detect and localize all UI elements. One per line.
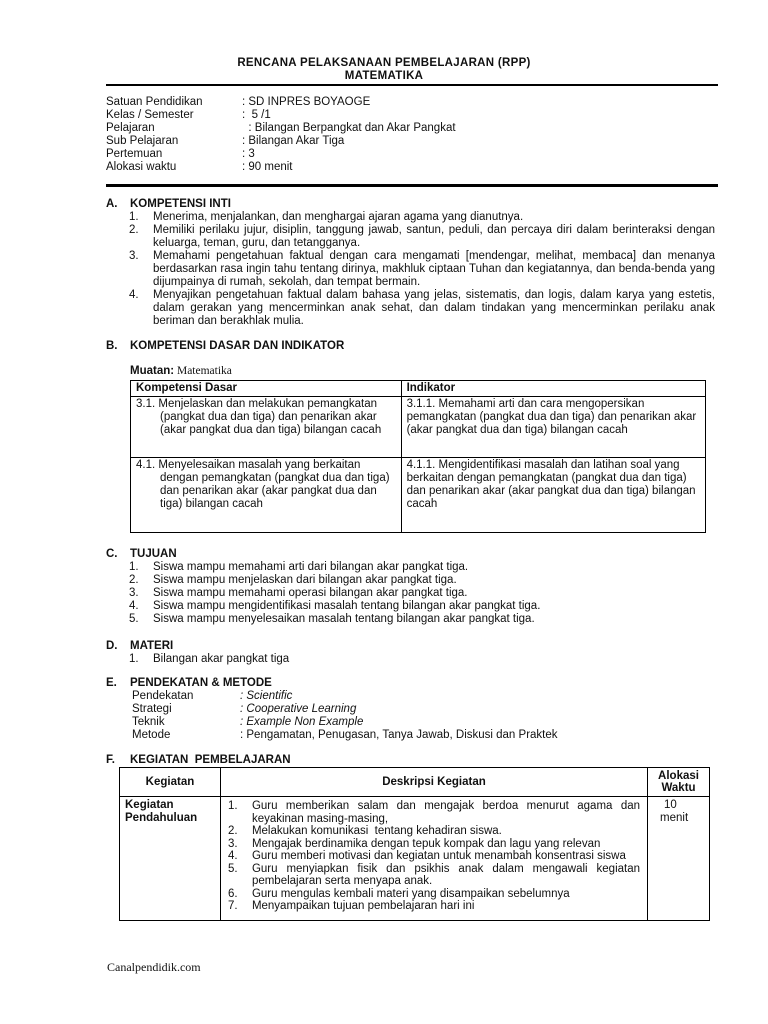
column-header-kegiatan: Kegiatan bbox=[120, 768, 221, 797]
metode-label: Strategi bbox=[132, 703, 172, 715]
metode-label: Pendekatan bbox=[132, 690, 194, 702]
list-item bbox=[129, 250, 715, 289]
muatan-line bbox=[130, 365, 232, 377]
list-item bbox=[129, 289, 715, 328]
section-title: KOMPETENSI INTI bbox=[130, 198, 231, 210]
list-number: 1. bbox=[129, 653, 139, 665]
info-value: : Bilangan Akar Tiga bbox=[242, 135, 345, 147]
info-value: : 90 menit bbox=[242, 161, 293, 173]
kompetensi-dasar-table bbox=[130, 380, 706, 533]
section-letter: F. bbox=[106, 754, 115, 766]
section-letter: D. bbox=[106, 640, 118, 652]
kd-cell bbox=[131, 458, 402, 533]
section-title: PENDEKATAN & METODE bbox=[130, 677, 272, 689]
info-label: Alokasi waktu bbox=[106, 161, 177, 173]
kd-text: 3.1. Menjelaskan dan melakukan pemangkatan (pangkat dua dan tiga) dan penarikan akar (akar pangkat dua dan tiga) bilangan cacah bbox=[136, 398, 382, 436]
list-item bbox=[228, 888, 640, 901]
indikator-text: 4.1.1. Mengidentifikasi masalah dan latihan soal yang berkaitan dengan pemangkatan (pangkat dua dan tiga) dan penarikan akar (akar pangkat dua dan tiga) bilangan cacah bbox=[406, 459, 696, 510]
kegiatan-table bbox=[119, 767, 710, 921]
kompetensi-inti-list bbox=[129, 211, 715, 328]
list-item bbox=[228, 800, 640, 825]
metode-value: : Cooperative Learning bbox=[240, 703, 357, 715]
info-value: : SD INPRES BOYAOGE bbox=[242, 96, 371, 108]
alokasi-header-line: Waktu bbox=[661, 782, 696, 794]
metode-label: Teknik bbox=[132, 716, 165, 728]
list-text: Mengajak berdinamika dengan tepuk kompak dan lagu yang relevan bbox=[251, 837, 601, 850]
section-c-heading bbox=[106, 548, 177, 560]
metode-value: : Scientific bbox=[240, 690, 293, 702]
section-a-heading bbox=[106, 198, 231, 210]
footer-source: Canalpendidik.com bbox=[107, 960, 201, 974]
muatan-label: Muatan: bbox=[130, 365, 175, 377]
list-item bbox=[129, 224, 715, 250]
list-item bbox=[129, 574, 715, 587]
list-text: Guru menyiapkan fisik dan psikhis anak dalam mengawali kegiatan pembelajaran serta menyapa anak. bbox=[251, 862, 641, 887]
kegiatan-cell bbox=[120, 797, 221, 921]
metode-value: : Example Non Example bbox=[240, 716, 364, 728]
kegiatan-name-line: Kegiatan bbox=[125, 799, 174, 811]
info-label: Satuan Pendidikan bbox=[106, 96, 203, 108]
list-item bbox=[228, 900, 640, 913]
list-text: Bilangan akar pangkat tiga bbox=[153, 653, 290, 665]
document-subtitle: MATEMATIKA bbox=[344, 70, 424, 82]
section-title: TUJUAN bbox=[130, 548, 177, 560]
section-b-heading bbox=[106, 340, 344, 352]
header-rule-bottom bbox=[106, 184, 718, 187]
list-text: Memiliki perilaku jujur, disiplin, tanggung jawab, santun, peduli, dan percaya diri dalam berinteraksi dengan keluarga, teman, guru, dan tetangganya. bbox=[153, 224, 715, 249]
info-label: Sub Pelajaran bbox=[106, 135, 179, 147]
table-row bbox=[131, 397, 706, 458]
info-label: Pertemuan bbox=[106, 148, 163, 160]
materi-list bbox=[129, 653, 715, 666]
list-number: 1. bbox=[129, 211, 139, 223]
alokasi-value: 10 bbox=[664, 799, 677, 811]
list-number: 2. bbox=[227, 825, 238, 837]
indikator-cell bbox=[401, 397, 705, 458]
metode-value: : Pengamatan, Penugasan, Tanya Jawab, Diskusi dan Praktek bbox=[240, 729, 558, 741]
list-number: 3. bbox=[129, 250, 139, 262]
metode-label: Metode bbox=[132, 729, 171, 741]
list-text: Siswa mampu menyelesaikan masalah tentang bilangan akar pangkat tiga. bbox=[153, 613, 535, 625]
section-letter: A. bbox=[106, 198, 118, 210]
list-text: Siswa mampu memahami arti dari bilangan akar pangkat tiga. bbox=[153, 561, 469, 573]
list-number: 5. bbox=[227, 862, 238, 875]
table-row bbox=[120, 797, 710, 921]
info-value: : 5 /1 bbox=[242, 109, 271, 121]
column-header-alokasi bbox=[648, 768, 710, 797]
list-text: Guru mengulas kembali materi yang disampaikan sebelumnya bbox=[251, 887, 570, 900]
section-e-heading bbox=[106, 677, 272, 689]
table-header-row bbox=[131, 381, 706, 397]
list-text: Melakukan komunikasi tentang kehadiran siswa. bbox=[251, 825, 502, 837]
alokasi-header-line: Alokasi bbox=[658, 770, 699, 782]
section-title: MATERI bbox=[130, 640, 174, 652]
list-number: 2. bbox=[129, 224, 139, 236]
list-number: 6. bbox=[227, 887, 238, 900]
info-label: Pelajaran bbox=[106, 122, 155, 134]
section-f-heading bbox=[106, 754, 291, 766]
deskripsi-list bbox=[222, 798, 646, 919]
list-number: 2. bbox=[129, 574, 139, 586]
section-title: KEGIATAN PEMBELAJARAN bbox=[130, 754, 291, 766]
list-number: 4. bbox=[129, 289, 139, 301]
list-number: 4. bbox=[227, 850, 238, 862]
list-item bbox=[228, 825, 640, 838]
column-header-deskripsi: Deskripsi Kegiatan bbox=[220, 768, 647, 797]
list-number: 5. bbox=[129, 613, 139, 625]
kd-text: 4.1. Menyelesaikan masalah yang berkaitan dengan pemangkatan (pangkat dua dan tiga) dan penarikan akar (akar pangkat dua dan tiga) bilangan cacah bbox=[136, 459, 390, 510]
list-text: Menerima, menjalankan, dan menghargai ajaran agama yang dianutnya. bbox=[153, 211, 524, 223]
section-letter: C. bbox=[106, 548, 118, 560]
list-item bbox=[129, 587, 715, 600]
list-text: Guru memberikan salam dan mengajak berdoa menurut agama dan keyakinan masing-masing, bbox=[251, 800, 641, 825]
list-number: 7. bbox=[227, 900, 238, 912]
section-letter: E. bbox=[106, 677, 117, 689]
section-d-heading bbox=[106, 640, 173, 652]
list-item bbox=[228, 850, 640, 863]
list-item bbox=[129, 653, 715, 666]
list-number: 4. bbox=[129, 600, 139, 612]
muatan-value: Matematika bbox=[174, 365, 232, 377]
list-item bbox=[129, 561, 715, 574]
list-text: Memahami pengetahuan faktual dengan cara mengamati [mendengar, melihat, membaca] dan menanya berdasarkan rasa ingin tahu tentang dirinya, makhluk ciptaan Tuhan dan kegiatannya, dan benda-benda yang dijumpainya di rumah, sekolah, dan tempat bermain. bbox=[153, 250, 715, 288]
list-text: Siswa mampu mengidentifikasi masalah tentang bilangan akar pangkat tiga. bbox=[153, 600, 541, 612]
alokasi-unit: menit bbox=[660, 811, 689, 824]
indikator-cell bbox=[401, 458, 705, 533]
list-text: Menyajikan pengetahuan faktual dalam bahasa yang jelas, sistematis, dan logis, dalam karya yang estetis, dalam gerakan yang mencerminkan anak sehat, dan dalam tindakan yang mencerminkan perilaku anak beriman dan berakhlak mulia. bbox=[153, 289, 715, 327]
table-header-row bbox=[120, 768, 710, 797]
list-number: 1. bbox=[227, 800, 238, 812]
column-header-kd: Kompetensi Dasar bbox=[131, 381, 402, 397]
indikator-text: 3.1.1. Memahami arti dan cara mengopersikan pemangkatan (pangkat dua dan tiga) dan penarikan akar (akar pangkat dua dan tiga) bilangan cacah bbox=[406, 398, 697, 436]
tujuan-list bbox=[129, 561, 715, 626]
deskripsi-cell bbox=[220, 797, 647, 921]
table-row bbox=[131, 458, 706, 533]
alokasi-cell bbox=[648, 797, 710, 921]
list-text: Guru memberi motivasi dan kegiatan untuk menambah konsentrasi siswa bbox=[251, 850, 626, 862]
list-text: Menyampaikan tujuan pembelajaran hari ini bbox=[251, 900, 475, 912]
info-value: : Bilangan Berpangkat dan Akar Pangkat bbox=[242, 122, 456, 134]
list-number: 3. bbox=[129, 587, 139, 599]
list-item bbox=[228, 863, 640, 888]
list-number: 3. bbox=[227, 837, 238, 850]
header-rule-top bbox=[106, 84, 718, 86]
list-text: Siswa mampu memahami operasi bilangan akar pangkat tiga. bbox=[153, 587, 468, 599]
section-title: KOMPETENSI DASAR DAN INDIKATOR bbox=[130, 340, 345, 352]
kd-cell bbox=[131, 397, 402, 458]
kegiatan-name-line: Pendahuluan bbox=[125, 811, 198, 824]
section-letter: B. bbox=[106, 340, 118, 352]
list-item bbox=[228, 838, 640, 851]
info-label: Kelas / Semester bbox=[106, 109, 194, 121]
list-item bbox=[129, 211, 715, 224]
list-number: 1. bbox=[129, 561, 139, 573]
list-text: Siswa mampu menjelaskan dari bilangan akar pangkat tiga. bbox=[153, 574, 457, 586]
document-title: RENCANA PELAKSANAAN PEMBELAJARAN (RPP) bbox=[237, 57, 531, 69]
info-value: : 3 bbox=[242, 148, 255, 160]
list-item bbox=[129, 600, 715, 613]
list-item bbox=[129, 613, 715, 626]
column-header-indikator: Indikator bbox=[401, 381, 705, 397]
